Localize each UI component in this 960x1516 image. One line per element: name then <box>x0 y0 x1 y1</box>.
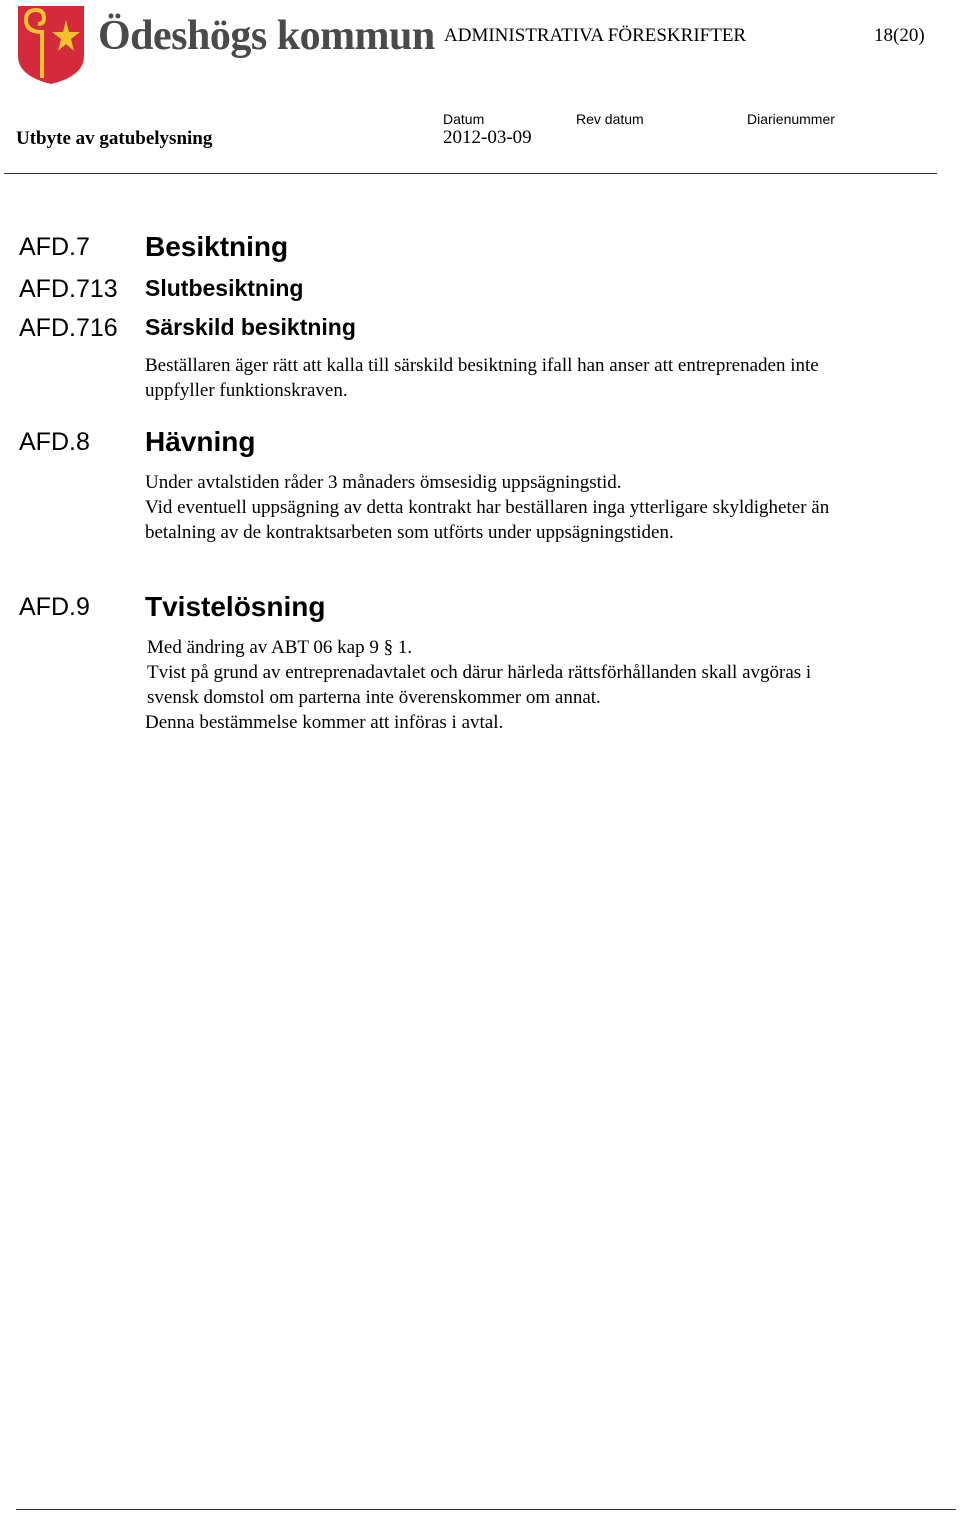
section-code-afd713: AFD.713 <box>19 275 118 303</box>
section-code-afd9: AFD.9 <box>19 593 90 621</box>
section-code-afd7: AFD.7 <box>19 233 90 261</box>
logo-text: Ödeshögs kommun <box>98 13 435 59</box>
document-title: Utbyte av gatubelysning <box>16 128 213 149</box>
paragraph-line: Vid eventuell uppsägning av detta kontrakt har beställaren inga ytterligare skyldigheter än <box>145 497 830 518</box>
section-code-afd8: AFD.8 <box>19 428 90 456</box>
footer-divider <box>16 1509 956 1510</box>
paragraph-line: betalning av de kontraktsarbeten som utförts under uppsägningstiden. <box>145 522 674 543</box>
section-code-afd716: AFD.716 <box>19 314 118 342</box>
paragraph-line: Med ändring av ABT 06 kap 9 § 1. <box>147 637 413 658</box>
paragraph-line: uppfyller funktionskraven. <box>145 380 348 401</box>
paragraph-line: svensk domstol om parterna inte överenskommer om annat. <box>147 687 601 708</box>
paragraph-line: Tvist på grund av entreprenadavtalet och därur härleda rättsförhållanden skall avgöras i <box>147 662 812 683</box>
paragraph-line: Beställaren äger rätt att kalla till särskild besiktning ifall han anser att entreprenaden inte <box>145 355 819 376</box>
header-divider <box>4 173 937 174</box>
rev-date-label: Rev datum <box>576 111 644 127</box>
document-date: 2012-03-09 <box>443 127 532 148</box>
page-number: 18(20) <box>874 25 925 46</box>
section-title-afd716: Särskild besiktning <box>145 314 356 340</box>
section-title-afd9: Tvistelösning <box>145 591 326 622</box>
section-title-afd8: Hävning <box>145 426 256 457</box>
coat-of-arms-icon <box>16 4 86 86</box>
date-label: Datum <box>443 111 485 127</box>
document-type: ADMINISTRATIVA FÖRESKRIFTER <box>444 25 747 46</box>
section-title-afd713: Slutbesiktning <box>145 275 304 301</box>
section-title-afd7: Besiktning <box>145 231 289 262</box>
paragraph-line: Denna bestämmelse kommer att införas i avtal. <box>145 712 504 733</box>
diary-number-label: Diarienummer <box>747 111 835 127</box>
paragraph-line: Under avtalstiden råder 3 månaders ömsesidig uppsägningstid. <box>145 472 622 493</box>
